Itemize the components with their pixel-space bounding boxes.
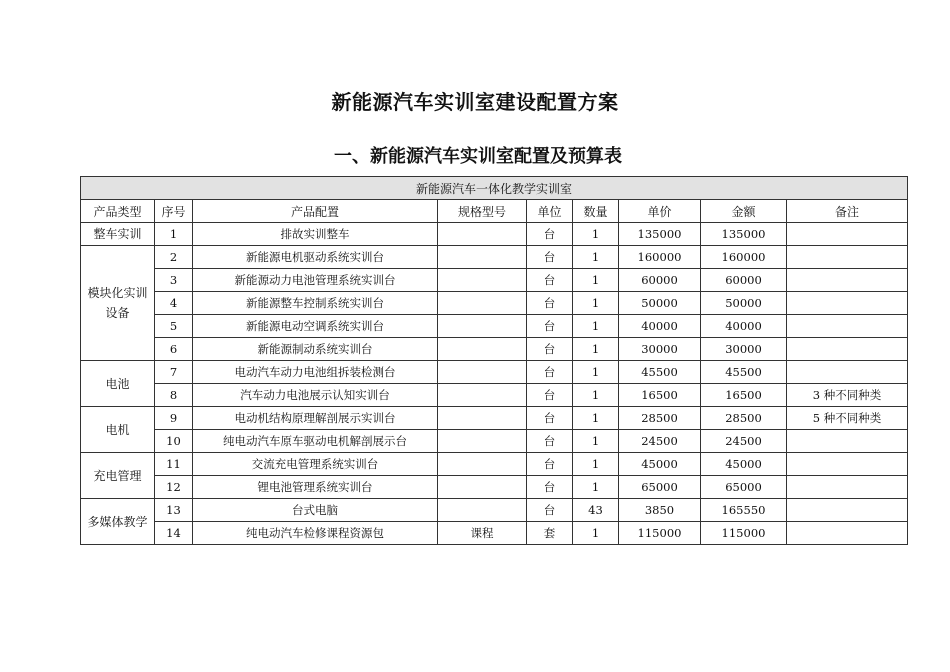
quantity: 1 <box>573 338 619 361</box>
row-number: 9 <box>155 407 193 430</box>
unit: 台 <box>527 430 573 453</box>
spec-model <box>438 338 527 361</box>
product-config: 电动汽车动力电池组拆装检测台 <box>193 361 438 384</box>
unit-price: 50000 <box>619 292 701 315</box>
unit-price: 24500 <box>619 430 701 453</box>
unit: 台 <box>527 269 573 292</box>
unit: 台 <box>527 499 573 522</box>
unit-price: 45500 <box>619 361 701 384</box>
unit: 台 <box>527 361 573 384</box>
unit: 台 <box>527 315 573 338</box>
table-banner: 新能源汽车一体化教学实训室 <box>81 177 908 200</box>
product-config: 台式电脑 <box>193 499 438 522</box>
spec-model <box>438 246 527 269</box>
product-type: 整车实训 <box>81 223 155 246</box>
amount: 45000 <box>701 453 787 476</box>
product-config: 电动机结构原理解剖展示实训台 <box>193 407 438 430</box>
quantity: 1 <box>573 292 619 315</box>
spec-model <box>438 384 527 407</box>
product-config: 新能源电动空调系统实训台 <box>193 315 438 338</box>
unit-price: 28500 <box>619 407 701 430</box>
product-type: 电机 <box>81 407 155 453</box>
remark <box>787 361 908 384</box>
row-number: 3 <box>155 269 193 292</box>
quantity: 43 <box>573 499 619 522</box>
unit-price: 135000 <box>619 223 701 246</box>
amount: 16500 <box>701 384 787 407</box>
budget-table <box>80 176 908 545</box>
table-row <box>81 430 908 453</box>
unit-price: 3850 <box>619 499 701 522</box>
product-config: 新能源整车控制系统实训台 <box>193 292 438 315</box>
table-row <box>81 499 908 522</box>
table-row <box>81 522 908 545</box>
document-title: 新能源汽车实训室建设配置方案 <box>331 90 619 114</box>
spec-model <box>438 292 527 315</box>
table-row <box>81 476 908 499</box>
product-type: 充电管理 <box>81 453 155 499</box>
column-header: 序号 <box>155 200 193 223</box>
unit: 台 <box>527 476 573 499</box>
amount: 50000 <box>701 292 787 315</box>
row-number: 12 <box>155 476 193 499</box>
amount: 165550 <box>701 499 787 522</box>
spec-model <box>438 476 527 499</box>
unit-price: 115000 <box>619 522 701 545</box>
column-header: 备注 <box>787 200 908 223</box>
amount: 24500 <box>701 430 787 453</box>
column-header: 规格型号 <box>438 200 527 223</box>
row-number: 5 <box>155 315 193 338</box>
table-row <box>81 246 908 269</box>
column-header: 产品配置 <box>193 200 438 223</box>
table-row <box>81 269 908 292</box>
amount: 30000 <box>701 338 787 361</box>
column-header: 产品类型 <box>81 200 155 223</box>
remark <box>787 315 908 338</box>
row-number: 1 <box>155 223 193 246</box>
product-config: 锂电池管理系统实训台 <box>193 476 438 499</box>
remark <box>787 499 908 522</box>
product-config: 交流充电管理系统实训台 <box>193 453 438 476</box>
spec-model <box>438 430 527 453</box>
product-type: 模块化实训设备 <box>81 246 155 361</box>
amount: 45500 <box>701 361 787 384</box>
table-row <box>81 361 908 384</box>
remark: 3 种不同种类 <box>787 384 908 407</box>
quantity: 1 <box>573 476 619 499</box>
spec-model <box>438 269 527 292</box>
remark <box>787 292 908 315</box>
unit: 台 <box>527 384 573 407</box>
table-row <box>81 453 908 476</box>
product-config: 排故实训整车 <box>193 223 438 246</box>
row-number: 11 <box>155 453 193 476</box>
quantity: 1 <box>573 430 619 453</box>
unit-price: 60000 <box>619 269 701 292</box>
row-number: 8 <box>155 384 193 407</box>
table-row <box>81 292 908 315</box>
quantity: 1 <box>573 407 619 430</box>
unit: 台 <box>527 453 573 476</box>
product-config: 纯电动汽车检修课程资源包 <box>193 522 438 545</box>
table-header-row <box>81 200 908 223</box>
row-number: 13 <box>155 499 193 522</box>
amount: 40000 <box>701 315 787 338</box>
unit-price: 45000 <box>619 453 701 476</box>
unit-price: 160000 <box>619 246 701 269</box>
spec-model <box>438 361 527 384</box>
unit-price: 65000 <box>619 476 701 499</box>
product-config: 纯电动汽车原车驱动电机解剖展示台 <box>193 430 438 453</box>
remark <box>787 453 908 476</box>
column-header: 单位 <box>527 200 573 223</box>
unit: 台 <box>527 338 573 361</box>
remark <box>787 476 908 499</box>
column-header: 单价 <box>619 200 701 223</box>
row-number: 2 <box>155 246 193 269</box>
quantity: 1 <box>573 315 619 338</box>
remark <box>787 430 908 453</box>
table-row <box>81 315 908 338</box>
row-number: 6 <box>155 338 193 361</box>
product-config: 新能源电机驱动系统实训台 <box>193 246 438 269</box>
remark: 5 种不同种类 <box>787 407 908 430</box>
amount: 115000 <box>701 522 787 545</box>
table-row <box>81 338 908 361</box>
spec-model <box>438 315 527 338</box>
spec-model <box>438 407 527 430</box>
unit: 套 <box>527 522 573 545</box>
product-type: 多媒体教学 <box>81 499 155 545</box>
amount: 160000 <box>701 246 787 269</box>
unit: 台 <box>527 407 573 430</box>
section-title: 一、新能源汽车实训室配置及预算表 <box>334 146 622 167</box>
product-config: 新能源制动系统实训台 <box>193 338 438 361</box>
remark <box>787 269 908 292</box>
quantity: 1 <box>573 453 619 476</box>
table-row <box>81 407 908 430</box>
product-config: 新能源动力电池管理系统实训台 <box>193 269 438 292</box>
remark <box>787 246 908 269</box>
unit: 台 <box>527 292 573 315</box>
unit-price: 16500 <box>619 384 701 407</box>
row-number: 4 <box>155 292 193 315</box>
amount: 60000 <box>701 269 787 292</box>
unit-price: 30000 <box>619 338 701 361</box>
unit: 台 <box>527 246 573 269</box>
spec-model <box>438 499 527 522</box>
spec-model <box>438 223 527 246</box>
table-body <box>81 223 908 545</box>
amount: 135000 <box>701 223 787 246</box>
table-row <box>81 223 908 246</box>
spec-model: 课程 <box>438 522 527 545</box>
row-number: 7 <box>155 361 193 384</box>
table-row <box>81 384 908 407</box>
amount: 65000 <box>701 476 787 499</box>
quantity: 1 <box>573 246 619 269</box>
remark <box>787 338 908 361</box>
spec-model <box>438 453 527 476</box>
quantity: 1 <box>573 223 619 246</box>
remark <box>787 522 908 545</box>
column-header: 数量 <box>573 200 619 223</box>
quantity: 1 <box>573 361 619 384</box>
quantity: 1 <box>573 384 619 407</box>
unit: 台 <box>527 223 573 246</box>
quantity: 1 <box>573 522 619 545</box>
column-header: 金额 <box>701 200 787 223</box>
product-config: 汽车动力电池展示认知实训台 <box>193 384 438 407</box>
row-number: 14 <box>155 522 193 545</box>
remark <box>787 223 908 246</box>
product-type: 电池 <box>81 361 155 407</box>
row-number: 10 <box>155 430 193 453</box>
amount: 28500 <box>701 407 787 430</box>
unit-price: 40000 <box>619 315 701 338</box>
quantity: 1 <box>573 269 619 292</box>
